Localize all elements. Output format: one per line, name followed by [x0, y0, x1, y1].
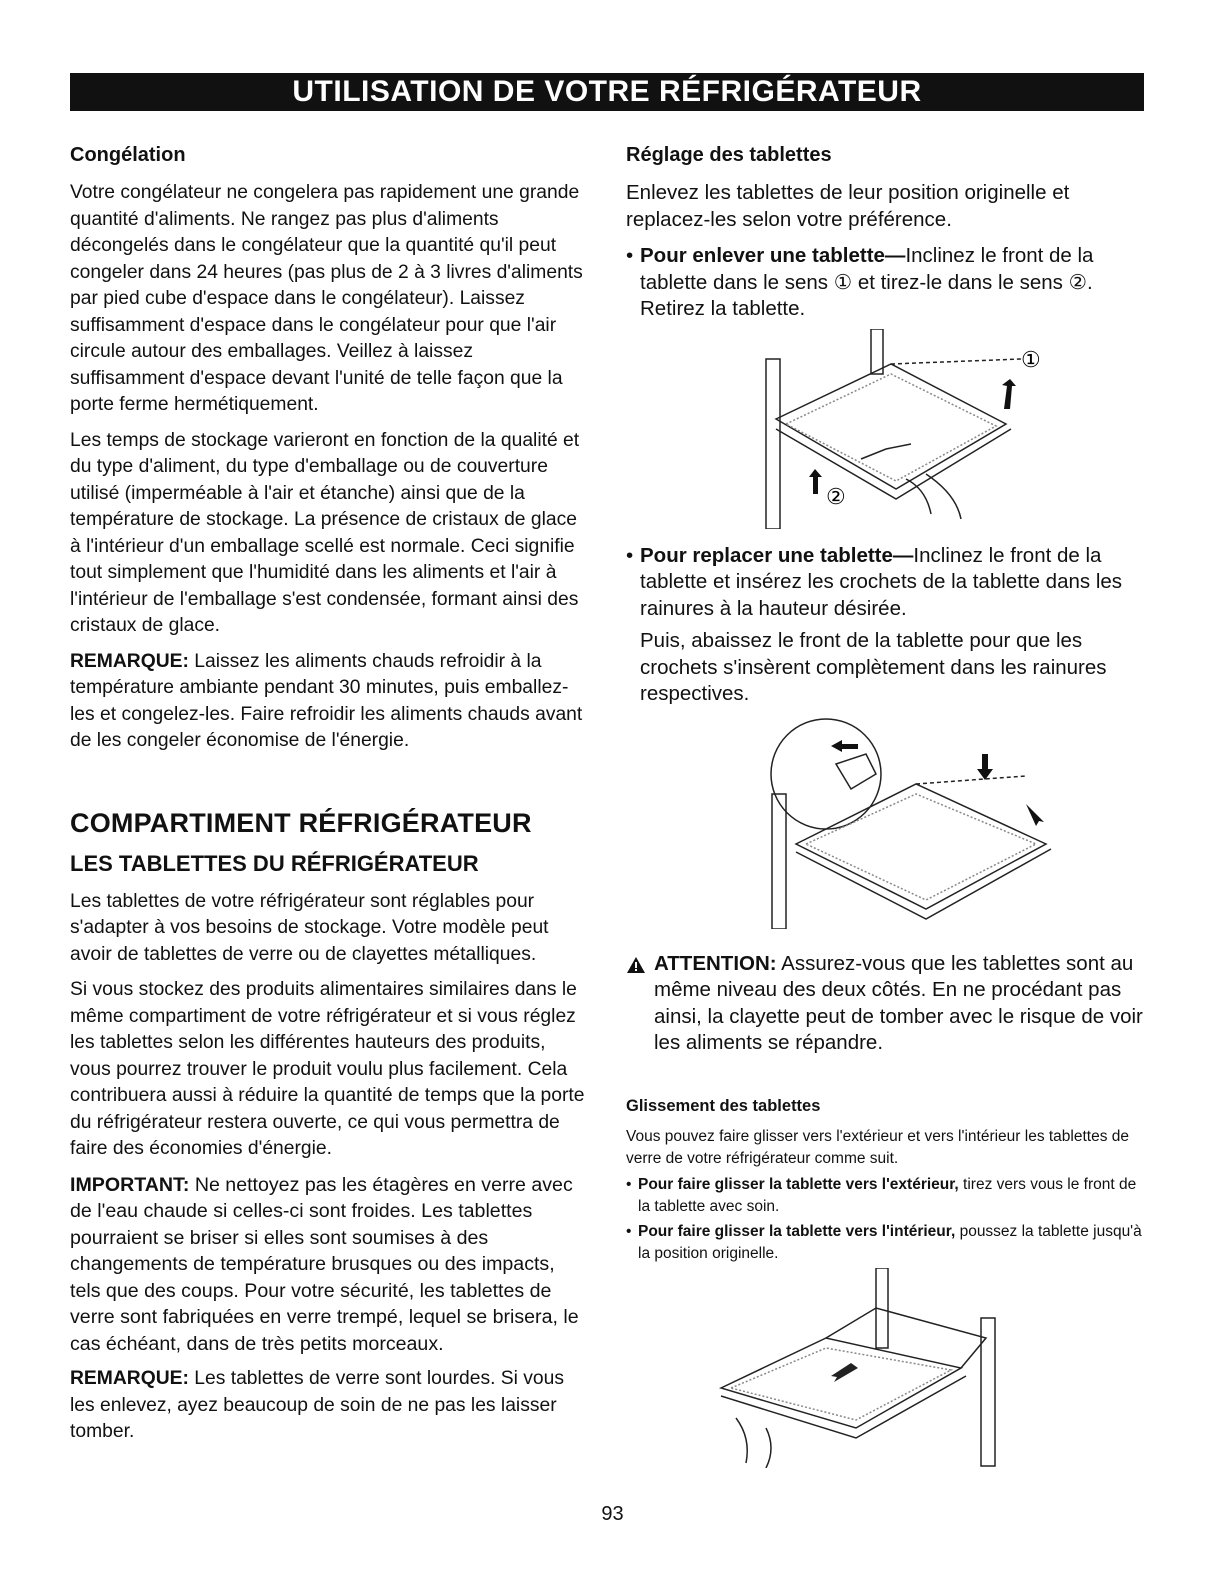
- tablettes-heading: LES TABLETTES DU RÉFRIGÉRATEUR: [70, 850, 479, 876]
- remarque-label: REMARQUE:: [70, 650, 189, 672]
- reglage-heading: Réglage des tablettes: [626, 144, 832, 166]
- page-number: 93: [601, 1503, 624, 1525]
- page-header-title: UTILISATION DE VOTRE RÉFRIGÉRATEUR: [70, 73, 1144, 111]
- important-text: Ne nettoyez pas les étagères en verre avec de l'eau chaude si celles-ci sont froides. Les tablettes pourraient se briser si elles sont soumises à des changements de température brusques ou des impacts, tels que des coups. Pour votre sécurité, les tablettes de verre sont fabriquées en verre trempé, lequel se brisera, le cas échéant, dans de très petits morceaux.: [70, 1173, 579, 1355]
- compartiment-heading: COMPARTIMENT RÉFRIGÉRATEUR: [70, 807, 532, 838]
- left-column: [70, 142, 590, 1455]
- attention-warning: [626, 951, 1146, 1057]
- congelation-paragraph-2: Les temps de stockage varieront en fonction de la qualité et du type d'aliment, du type d'emballage ou de couverture utilisé (imperméable à l'air et étanche) ainsi que de la température de stockage. La présence de cristaux de glace à l'intérieur d'un emballage scellé est normale. Ceci signifie tout simplement que l'humidité dans les aliments et l'air à l'intérieur de l'emballage s'est condensée, formant ainsi des cristaux de glace.: [70, 429, 580, 636]
- bullet-enlever: • Pour enlever une tablette—Inclinez le front de la tablette dans le sens ① et tirez-le dans le sens ②. Retirez la tablette.: [626, 244, 1094, 320]
- warning-triangle-icon: [626, 951, 654, 1057]
- replacer-continuation: [626, 628, 1146, 708]
- important-note: [70, 1172, 590, 1358]
- right-column: [626, 142, 1146, 1468]
- enlever-text: Inclinez le front de la tablette dans le sens ① et tirez-le dans le sens ②. Retirez la tablette.: [640, 244, 1094, 320]
- tablettes-paragraph-2: Si vous stockez des produits alimentaires similaires dans le même compartiment de votre réfrigérateur et si vous réglez les tablettes selon les différentes hauteurs des produits, vous pourrez trouver le produit voulu plus facilement. Cela contribuera aussi à réduire la quantité de temps que la porte du réfrigérateur restera ouverte, ce qui vous permettra de faire des économies d'énergie.: [70, 979, 585, 1159]
- interieur-label: Pour faire glisser la tablette vers l'intérieur,: [638, 1222, 956, 1240]
- bullet-replacer: • Pour replacer une tablette—Inclinez le front de la tablette et insérez les crochets de la tablette dans les rainures à la hauteur désirée.: [626, 543, 1123, 620]
- enlever-label: Pour enlever une tablette—: [640, 244, 906, 267]
- remarque-label: REMARQUE:: [70, 1368, 189, 1389]
- arrow-down-icon: [977, 754, 993, 780]
- fig1-marker-2: ②: [826, 484, 846, 510]
- remarque-note-1: [70, 649, 590, 755]
- replacer-text: Inclinez le front de la tablette et insérez les crochets de la tablette dans les rainures à la hauteur désirée.: [640, 543, 1123, 620]
- arrow-up-icon: [1002, 379, 1016, 409]
- arrow-curved-icon: [1026, 804, 1044, 826]
- replacer-label: Pour replacer une tablette—: [640, 543, 914, 567]
- attention-text: Assurez-vous que les tablettes sont au même niveau des deux côtés. En ne procédant pas ainsi, la clayette peut de tomber avec le risque de voir les aliments se répandre.: [654, 951, 1143, 1054]
- arrow-slide-icon: [831, 1363, 858, 1382]
- shelf-sliding-illustration: [626, 1268, 1146, 1468]
- remarque-text: Les tablettes de verre sont lourdes. Si vous les enlevez, ayez beaucoup de soin de ne pas les laisser tomber.: [70, 1368, 565, 1442]
- remarque-note-2: [70, 1366, 590, 1446]
- bullet-interieur: • Pour faire glisser la tablette vers l'intérieur, poussez la tablette jusqu'à la position originelle.: [626, 1222, 1142, 1262]
- tablettes-paragraph-1: Les tablettes de votre réfrigérateur sont réglables pour s'adapter à vos besoins de stockage. Votre modèle peut avoir de tablettes de verre ou de clayettes métalliques.: [70, 890, 549, 965]
- glissement-paragraph: Vous pouvez faire glisser vers l'extérieur et vers l'intérieur les tablettes de verre de votre réfrigérateur comme suit.: [626, 1127, 1130, 1167]
- congelation-paragraph-1: Votre congélateur ne congelera pas rapidement une grande quantité d'aliments. Ne rangez pas plus d'aliments décongelés dans le congélateur que la quantité qu'il peut congeler dans 24 heures (pas plus de 2 à 3 livres d'aliments par pied cube d'espace dans le congélateur). Laissez suffisamment d'espace dans le congélateur pour que l'air circule autour des emballages. Veillez à laissez suffisamment d'espace devant l'unité de telle façon que la porte ferme hermétiquement.: [70, 182, 583, 415]
- glissement-heading: Glissement des tablettes: [626, 1096, 821, 1115]
- replacer-text-2: Puis, abaissez le front de la tablette pour que les crochets s'insèrent complètement dans les rainures respectives.: [640, 629, 1107, 705]
- shelf-replacement-illustration: [626, 714, 1146, 929]
- attention-label: ATTENTION:: [654, 951, 777, 975]
- congelation-heading: Congélation: [70, 144, 186, 166]
- shelf-removal-illustration: [626, 329, 1146, 529]
- arrow-up-icon: [809, 469, 822, 494]
- exterieur-label: Pour faire glisser la tablette vers l'extérieur,: [638, 1175, 959, 1193]
- arrow-left-icon: [831, 740, 858, 752]
- exterieur-text: tirez vers vous le front de la tablette avec soin.: [638, 1175, 1137, 1215]
- bullet-exterieur: • Pour faire glisser la tablette vers l'extérieur, tirez vers vous le front de la tablette avec soin.: [626, 1175, 1137, 1215]
- reglage-paragraph: Enlevez les tablettes de leur position originelle et replacez-les selon votre préférence.: [626, 181, 1070, 231]
- interieur-text: poussez la tablette jusqu'à la position originelle.: [638, 1222, 1142, 1262]
- fig1-marker-1: ①: [1021, 347, 1041, 373]
- remarque-text: Laissez les aliments chauds refroidir à la température ambiante pendant 30 minutes, puis emballez-les et congelez-les. Faire refroidir les aliments chauds avant de les congeler économise de l'énergie.: [70, 650, 583, 751]
- important-label: IMPORTANT:: [70, 1173, 190, 1196]
